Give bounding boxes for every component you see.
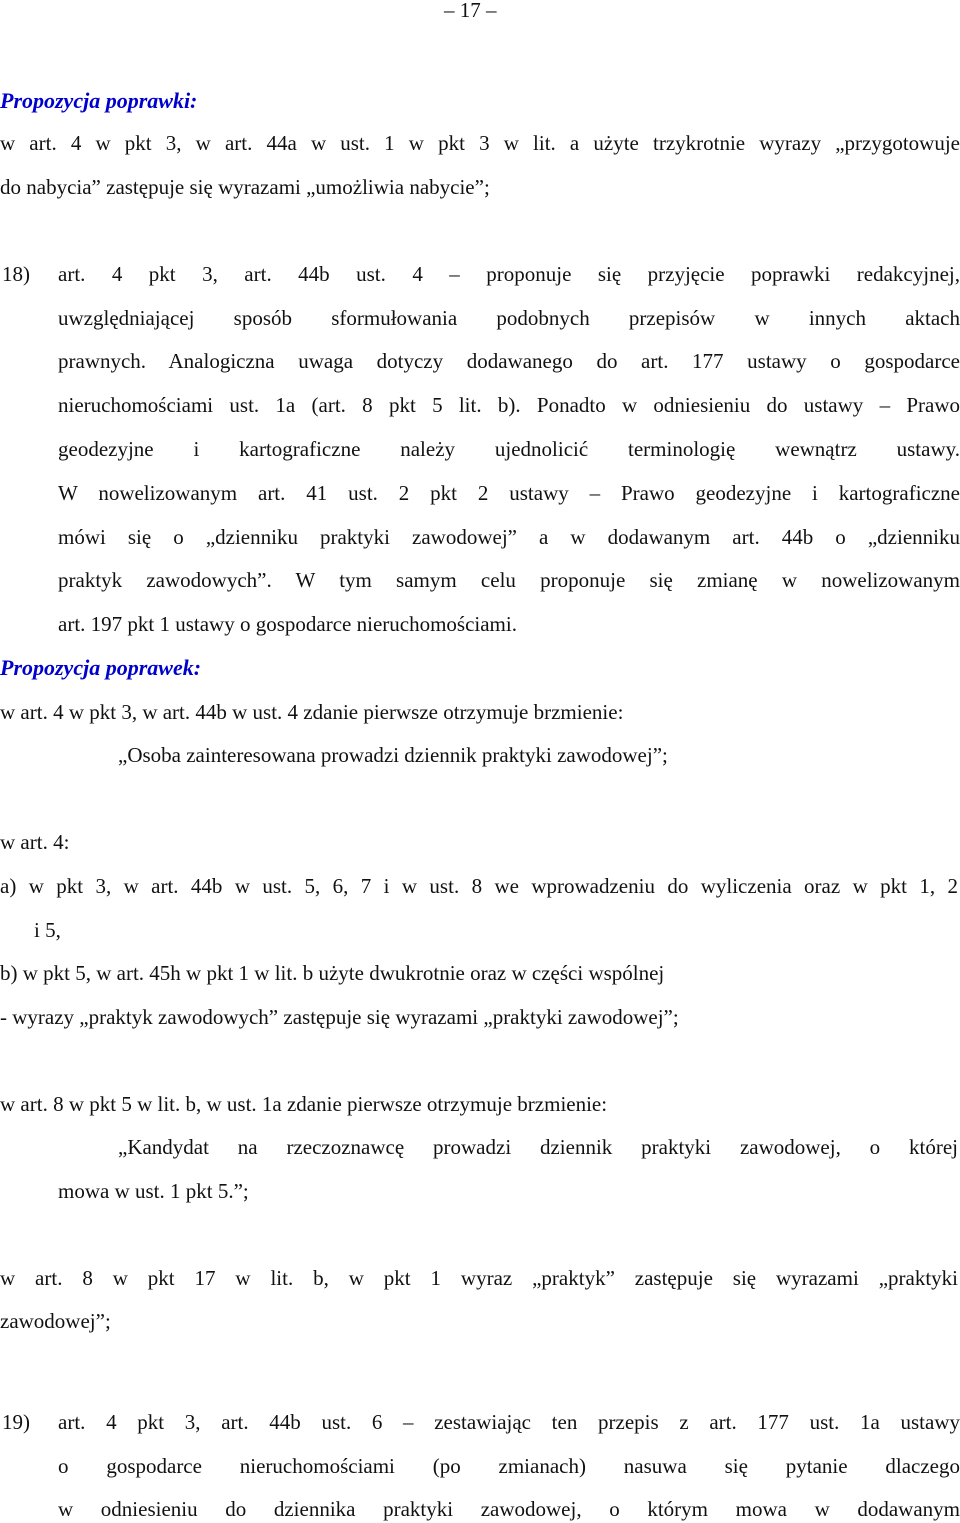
paragraph-line: nieruchomościami ust. 1a (art. 8 pkt 5 lit. b). Ponadto w odniesieniu do ustawy – Prawo: [58, 393, 960, 417]
proposal-heading: Propozycja poprawek:: [0, 655, 202, 680]
paragraph-line: o gospodarce nieruchomościami (po zmianach) nasuwa się pytanie dlaczego: [58, 1454, 960, 1478]
page-number: – 17 –: [444, 0, 497, 22]
list-item: a) w pkt 3, w art. 44b w ust. 5, 6, 7 i w ust. 8 we wprowadzeniu do wyliczenia oraz w pkt 1, 2: [0, 874, 958, 898]
quoted-text: mowa w ust. 1 pkt 5.”;: [58, 1179, 249, 1203]
paragraph-line: w art. 8 w pkt 5 w lit. b, w ust. 1a zdanie pierwsze otrzymuje brzmienie:: [0, 1092, 608, 1116]
paragraph-line: art. 4 pkt 3, art. 44b ust. 6 – zestawiając ten przepis z art. 177 ust. 1a ustawy: [58, 1410, 960, 1434]
paragraph-line: - wyrazy „praktyk zawodowych” zastępuje się wyrazami „praktyki zawodowej”;: [0, 1005, 679, 1029]
paragraph-line: zawodowej”;: [0, 1309, 111, 1333]
paragraph-line: w art. 4:: [0, 830, 70, 854]
paragraph-line: do nabycia” zastępuje się wyrazami „umożliwia nabycie”;: [0, 175, 490, 199]
list-item-continuation: i 5,: [34, 918, 61, 942]
quoted-text: „Osoba zainteresowana prowadzi dziennik praktyki zawodowej”;: [118, 743, 668, 767]
paragraph-line: praktyk zawodowych”. W tym samym celu proponuje się zmianę w nowelizowanym: [58, 568, 960, 592]
item-number: 18): [2, 262, 30, 286]
paragraph-line: prawnych. Analogiczna uwaga dotyczy dodawanego do art. 177 ustawy o gospodarce: [58, 349, 960, 373]
item-number: 19): [2, 1410, 30, 1434]
paragraph-line: W nowelizowanym art. 41 ust. 2 pkt 2 ustawy – Prawo geodezyjne i kartograficzne: [58, 481, 960, 505]
proposal-heading: Propozycja poprawki:: [0, 88, 198, 113]
paragraph-line: mówi się o „dzienniku praktyki zawodowej” a w dodawanym art. 44b o „dzienniku: [58, 525, 960, 549]
paragraph-line: art. 4 pkt 3, art. 44b ust. 4 – proponuje się przyjęcie poprawki redakcyjnej,: [58, 262, 960, 286]
quoted-text: „Kandydat na rzeczoznawcę prowadzi dziennik praktyki zawodowej, o której: [118, 1135, 958, 1159]
paragraph-line: art. 197 pkt 1 ustawy o gospodarce nieruchomościami.: [58, 612, 517, 636]
paragraph-line: w art. 4 w pkt 3, w art. 44a w ust. 1 w pkt 3 w lit. a użyte trzykrotnie wyrazy „przygotowuje: [0, 131, 960, 155]
paragraph-line: uwzględniającej sposób sformułowania podobnych przepisów w innych aktach: [58, 306, 960, 330]
paragraph-line: w art. 4 w pkt 3, w art. 44b w ust. 4 zdanie pierwsze otrzymuje brzmienie:: [0, 700, 624, 724]
paragraph-line: w odniesieniu do dziennika praktyki zawodowej, o którym mowa w dodawanym: [58, 1497, 960, 1521]
paragraph-line: w art. 8 w pkt 17 w lit. b, w pkt 1 wyraz „praktyk” zastępuje się wyrazami „praktyki: [0, 1266, 958, 1290]
paragraph-line: geodezyjne i kartograficzne należy ujednolicić terminologię wewnątrz ustawy.: [58, 437, 960, 461]
list-item: b) w pkt 5, w art. 45h w pkt 1 w lit. b użyte dwukrotnie oraz w części wspólnej: [0, 961, 665, 985]
